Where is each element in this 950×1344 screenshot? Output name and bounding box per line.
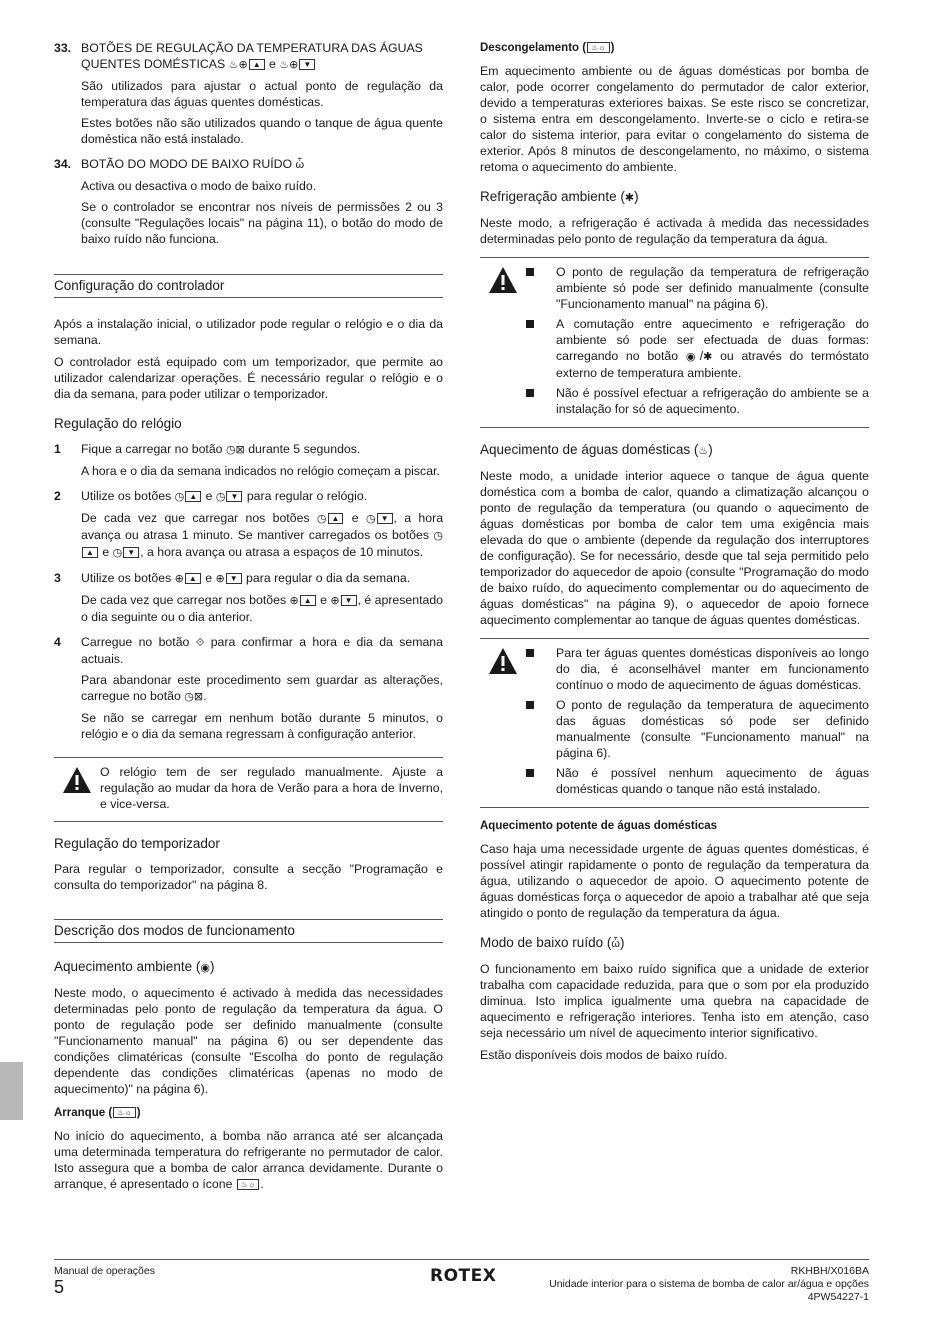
bullet-text: Não é possível nenhum aquecimento de águas domésticas quando o tanque não está instalado. [556, 766, 869, 796]
low-noise-icon: ὦ [611, 938, 620, 950]
page-side-tab [0, 1062, 23, 1120]
brand-logo: ROTEX [430, 1266, 497, 1286]
day-icon: ⊕ [289, 59, 299, 71]
step-text: para confirmar a hora e dia da semana actuais. [81, 635, 443, 666]
bullet-icon [526, 389, 534, 397]
list-item [526, 264, 869, 312]
paren: ( [693, 442, 699, 457]
and-text: e [205, 489, 213, 503]
up-arrow-icon: ▲ [82, 547, 98, 558]
heating-title-text: Aquecimento ambiente [54, 959, 193, 974]
paren: ) [136, 1107, 141, 1119]
item-33-desc: São utilizados para ajustar o actual ponto de regulação da temperatura das águas quentes domésticas. [81, 79, 443, 109]
confirm-icon: ⟐ [195, 637, 205, 649]
day-icon: ⊕ [215, 573, 225, 585]
clock-step-1 [54, 441, 443, 484]
up-arrow-icon: ▲ [328, 513, 344, 524]
and-text: e [351, 511, 359, 525]
warning-icon [488, 266, 518, 294]
heating-para: Neste modo, o aquecimento é activado à medida das necessidades determinadas pelo ponto de regulação da temperatura da água. O ponto de regulação pode ser definido manualmente (consulte "Funcionamento manual" na página 6) ou ser dependente das condições climatéricas (consulte "Escolha do ponto de regulação dependente das condições climatéricas (apenas no modo de aquecimento)" na página 6). [54, 986, 443, 1096]
cancel-icon: ⊠ [193, 691, 204, 703]
footer-model: RKHBH/X016BA [790, 1265, 869, 1277]
bullet-icon [526, 649, 534, 657]
startup-icon: ♨☼ [237, 1179, 260, 1190]
up-arrow-icon: ▲ [300, 595, 316, 606]
timer-para: Para regular o temporizador, consulte a secção "Programação e consulta do temporizador" na página 8. [54, 862, 443, 892]
powerful-para: Caso haja uma necessidade urgente de águas quentes domésticas, é possível atingir rapidamente o ponto de regulação da temperatura da água, utilizando o aquecedor de apoio. O aquecimento potente de águas domésticas força o aquecedor de apoio a trabalhar até que seja atingido o ponto de regulação da temperatura da água. [480, 842, 869, 920]
subsection-title-cooling [480, 189, 869, 206]
down-arrow-icon: ▼ [377, 513, 393, 524]
bullet-text: O ponto de regulação da temperatura de refrigeração ambiente só pode ser definido manualmente (consulte "Funcionamento manual" na página 6). [556, 265, 869, 311]
subsection-title-heating [54, 959, 443, 976]
clock-icon: ◷ [184, 691, 194, 703]
up-arrow-icon: ▲ [185, 573, 201, 584]
item-number: 33. [54, 41, 72, 55]
and-text: e [320, 593, 327, 607]
footer-divider [54, 1259, 869, 1260]
paren: ) [634, 189, 639, 204]
down-arrow-icon: ▼ [299, 59, 315, 70]
defrost-title-text: Descongelamento [480, 42, 580, 54]
paren: ( [620, 189, 625, 204]
step-note: Se não se carregar em nenhum botão durante 5 minutos, o relógio e o dia da semana regressam à configuração anterior. [81, 711, 443, 741]
bullet-text: A comutação entre aquecimento e refrigeração do ambiente só pode ser efectuada de duas formas: carregando no botão [556, 317, 869, 363]
paren: ) [619, 935, 625, 950]
step-text: para regular o dia da semana. [246, 571, 411, 585]
down-arrow-icon: ▼ [226, 491, 242, 502]
and-text: e [102, 545, 110, 559]
step-text: Carregue no botão [81, 635, 190, 649]
step-note: , é apresentado o dia seguinte ou o dia anterior. [81, 593, 444, 624]
config-para-2: O controlador está equipado com um temporizador, que permite ao utilizador calendarizar operações. É necessário regular o relógio e o dia da semana, para poder utilizar o temporizador. [54, 355, 443, 401]
lownoise-para-1: O funcionamento em baixo ruído significa que a unidade de exterior trabalha com capacidade reduzida, para que o som por ela produzido diminua. Isto implica igualmente uma quebra na capacidade de aquecimento e refrigeração interiores. Tenha isto em atenção, caso seja necessário um nível de aquecimento interior significativo. [480, 962, 869, 1040]
up-arrow-icon: ▲ [249, 59, 265, 70]
heating-icon: ◉ [685, 351, 700, 363]
step-text: para regular o relógio. [246, 489, 368, 503]
subsection-title-dhw [480, 442, 869, 459]
footer-manual-label: Manual de operações [54, 1265, 155, 1277]
step-text: Utilize os botões [81, 489, 172, 503]
cancel-icon: ⊠ [235, 444, 245, 456]
lownoise-para-2: Estão disponíveis dois modos de baixo ruído. [480, 1048, 728, 1062]
clock-icon: ◷ [316, 513, 327, 525]
item-number: 34. [54, 157, 72, 171]
item-34 [54, 156, 443, 252]
clock-icon: ◷ [215, 491, 226, 503]
footer-doc-info [549, 1265, 869, 1304]
step-number: 3 [54, 571, 61, 585]
step-text: Utilize os botões [81, 571, 172, 585]
config-para-1: Após a instalação inicial, o utilizador pode regular o relógio e o dia da semana. [54, 317, 443, 347]
down-arrow-icon: ▼ [123, 547, 139, 558]
item-33-title: BOTÕES DE REGULAÇÃO DA TEMPERATURA DAS ÁGUAS QUENTES DOMÉSTICAS [81, 41, 423, 71]
warning-box-clock [54, 757, 443, 822]
section-title-modes: Descrição dos modos de funcionamento [54, 919, 443, 943]
item-33-note: Estes botões não são utilizados quando o tanque de água quente doméstica não está instalado. [81, 116, 443, 146]
footer-description: Unidade interior para o sistema de bomba de calor ar/água e opções [549, 1278, 869, 1290]
step-note: A hora e o dia da semana indicados no relógio começam a piscar. [81, 464, 440, 478]
warning-icon [488, 647, 518, 675]
day-icon: ⊕ [174, 573, 184, 585]
snowflake-icon: ✱ [703, 351, 713, 363]
defrost-para: Em aquecimento ambiente ou de águas domésticas por bomba de calor, pode ocorrer congelamento do permutador de calor exterior, devido a temperaturas exteriores baixas. Se este risco se concretizar, o sistema entra em descongelamento. Inverte-se o ciclo e retira-se calor do sistema interior, para evitar o congelamento do sistema de exterior. Após 8 minutos de descongelamento, no máximo, o sistema retoma o aquecimento do ambiente. [480, 64, 869, 174]
footer-code: 4PW54227-1 [807, 1291, 869, 1303]
paren: ) [610, 42, 615, 54]
item-34-note: Se o controlador se encontrar nos níveis de permissões 2 ou 3 (consulte "Regulações locais" na página 11), o botão do modo de baixo ruído não funciona. [81, 200, 443, 246]
clock-step-2 [54, 488, 443, 566]
bullet-icon [526, 701, 534, 709]
step-text: Fique a carregar no botão [81, 442, 223, 456]
clock-step-3 [54, 570, 443, 630]
warning-icon [62, 766, 92, 794]
paren: ) [209, 959, 215, 974]
day-icon: ⊕ [289, 595, 299, 607]
dhw-title-text: Aquecimento de águas domésticas [480, 442, 691, 457]
paren: ( [195, 959, 201, 974]
list-item [526, 697, 869, 761]
cooling-para: Neste modo, a refrigeração é activada à medida das necessidades determinadas pelo ponto de regulação da temperatura da água. [480, 216, 869, 246]
startup-title-text: Arranque [54, 1107, 106, 1119]
warning-box-dhw [480, 638, 869, 808]
bullet-icon [526, 320, 534, 328]
list-item [526, 765, 869, 797]
step-note: De cada vez que carregar nos botões [81, 593, 287, 607]
clock-icon: ◷ [433, 530, 444, 542]
step-note: , a hora avança ou atrasa a espaços de 10 minutos. [140, 545, 424, 559]
paren: ) [708, 442, 713, 457]
step-number: 2 [54, 489, 61, 503]
day-icon: ⊕ [330, 595, 340, 607]
bullet-text: Não é possível efectuar a refrigeração do ambiente se a instalação for só de aquecimento. [556, 386, 869, 416]
lownoise-title-text: Modo de baixo ruído [480, 935, 604, 950]
clock-icon: ◷ [365, 513, 376, 525]
defrost-icon: ♨☼ [587, 42, 610, 53]
paren: ( [108, 1107, 113, 1119]
tap-icon: ♨ [698, 445, 709, 457]
startup-para: No início do aquecimento, a bomba não arranca até ser alcançada uma determinada temperatura do refrigerante no permutador de calor. Isto assegura que a bomba de calor arranca devidamente. Durante o arranque, é apresentado o ícone [54, 1129, 443, 1191]
clock-icon: ◷ [112, 547, 123, 559]
down-arrow-icon: ▼ [226, 573, 242, 584]
tap-icon: ♨ [279, 59, 290, 71]
bullet-text: O ponto de regulação da temperatura de aquecimento das águas domésticas só pode ser definido manualmente (consulte "Funcionamento manual" na página 6). [556, 698, 869, 760]
bullet-icon [526, 268, 534, 276]
heating-icon: ◉ [200, 962, 210, 974]
powerful-title: Aquecimento potente de águas domésticas [480, 820, 718, 832]
clock-icon: ◷ [225, 444, 236, 456]
day-icon: ⊕ [238, 59, 248, 71]
bullet-text: ou através do termóstato externo de temperatura ambiente. [556, 349, 869, 380]
paren: ( [606, 935, 612, 950]
step-text: durante 5 segundos. [248, 442, 361, 456]
defrost-title [480, 40, 869, 56]
list-item: A comutação entre aquecimento e refrigeração do ambiente só pode ser efectuada de duas formas: carregando no botão ◉/✱ ou através do termóstato externo de temperatura ambiente. [526, 316, 869, 381]
step-note: . [203, 689, 207, 703]
low-noise-icon: ὦ [295, 159, 305, 171]
tap-icon: ♨ [228, 59, 239, 71]
step-note: , a hora avança ou atrasa 1 minuto. Se mantiver carregados os botões [81, 511, 444, 542]
down-arrow-icon: ▼ [341, 595, 357, 606]
warning-box-cooling [480, 257, 869, 428]
list-item [526, 385, 869, 417]
snowflake-icon: ✱ [624, 192, 635, 204]
subsection-title-clock: Regulação do relógio [54, 416, 182, 431]
section-title-config: Configuração do controlador [54, 274, 443, 298]
bullet-text: Para ter águas quentes domésticas disponíveis ao longo do dia, é aconselhável manter em funcionamento contínuo o modo de aquecimento de águas domésticas. [556, 646, 869, 692]
cooling-title-text: Refrigeração ambiente [480, 189, 617, 204]
page-number: 5 [54, 1277, 65, 1297]
startup-title [54, 1105, 443, 1121]
item-33 [54, 40, 443, 152]
subsection-title-lownoise [480, 935, 869, 952]
and-text: e [269, 57, 276, 71]
and-text: e [205, 571, 213, 585]
right-column [480, 40, 869, 1069]
up-arrow-icon: ▲ [185, 491, 201, 502]
startup-icon: ♨☼ [113, 1107, 136, 1118]
item-34-desc: Activa ou desactiva o modo de baixo ruído. [81, 179, 317, 193]
list-item [526, 645, 869, 693]
step-number: 1 [54, 442, 61, 456]
subsection-title-timer: Regulação do temporizador [54, 836, 220, 851]
step-number: 4 [54, 635, 61, 649]
clock-icon: ◷ [174, 491, 185, 503]
paren: ( [582, 42, 587, 54]
step-note: De cada vez que carregar nos botões [81, 511, 310, 525]
left-column: 33. BOTÕES DE REGULAÇÃO DA TEMPERATURA DAS ÁGUAS QUENTES DOMÉSTICAS ♨⊕ ▲ e ♨⊕ ▼ São utilizados para ajustar o actual ponto de regulação da temperatura das águas quentes domésticas. Estes botões não são utilizados quando o tanque de água quente doméstica não está instalado. 34. BOTÃO DO MODO DE BAIXO RUÍDO ὦ Activa ou desactiva o modo de baixo ruído. Se o controlador se encontrar nos níveis de permissões 2 ou 3 (consulte "Regulações locais" na página 11), o botão do modo de baixo ruído não funciona. Configuração do controlador Após a instalação inicial, o utilizador pode regular o relógio e o dia da semana. O controlador está equipado com um temporizador, que permite ao utilizador calendarizar operações. É necessário regular o relógio e o dia da semana, para poder utilizar o temporizador. Regulação do relógio 1 Fique a carregar no botão ◷⊠ durante 5 segundos. A hora e o dia da semana indicados no relógio começam a piscar. 2 Utilize os botões ◷ ▲ e ◷ ▼ para regular o relógio. De cada vez que carregar nos botões ◷ ▲ e ◷ ▼ , a hora avança ou atrasa 1 minuto. Se mantiver carregados os botões ◷▲ e ◷ ▼ , a hora avança ou atrasa a espaços de 10 minutos. 3 Utilize os botões ⊕ ▲ e ⊕ ▼ para regular o dia da semana. De cada vez que carregar nos botões ⊕ ▲ e ⊕ ▼ , é apresentado o dia seguinte ou o dia anterior. 4 Carregue no botão ⟐ para confirmar a hora e dia da semana actuais. Para abandonar este procedimento sem guardar as alterações, carregue no botão ◷⊠. Se não se carregar em nenhum botão durante 5 minutos, o relógio e o dia da semana regressam à configuração anterior. O relógio tem de ser regulado manualmente. Ajuste a regulação ao mudar da hora de Verão para a hora de Inverno, e vice-versa. Regulação do temporizador Para regular o temporizador, consulte a secção "Programação e consulta do temporizador" na página 8. Descrição dos modos de funcionamento Aquecimento ambiente (◉) Neste modo, o aquecimento é activado à medida das necessidades determinadas pelo ponto de regulação da temperatura da água. O ponto de regulação pode ser definido manualmente (consulte "Funcionamento manual" na página 6) ou ser dependente das condições climatéricas (consulte "Escolha do ponto de regulação dependente das condições climatéricas (apenas no modo de aquecimento)" na página 6). Arranque ( ♨☼ ) No início do aquecimento, a bomba não arranca até ser alcançada uma determinada temperatura do refrigerante no permutador de calor. Isto assegura que a bomba de calor arranca devidamente. Durante o arranque, é apresentado o ícone ♨☼ . [54, 41, 444, 1191]
clock-step-4 [54, 634, 443, 747]
item-34-title: BOTÃO DO MODO DE BAIXO RUÍDO [81, 157, 293, 171]
warning-text: O relógio tem de ser regulado manualmente. Ajuste a regulação ao mudar da hora de Verão para a hora de Inverno, e vice-versa. [100, 765, 443, 811]
dhw-para: Neste modo, a unidade interior aquece o tanque de água quente doméstica com a bomba de calor, quando a climatização alcançou o ponto de regulação da temperatura (ou quando o aquecimento de águas domésticas por bomba de calor tem uma exigência mais elevada do que o ambiente (depende da regulação dos interruptores de configuração). Se for necessário, desde que tal seja permitido pelo temporizador do aquecedor de apoio (consulte "Programação do modo de baixo ruído, do aquecimento complementar ou do aquecimento de águas domésticas" na página 9), o aquecedor de apoio fornece aquecimento complementar ao tanque de águas quentes domésticas. [480, 469, 869, 627]
step-note: Para abandonar este procedimento sem guardar as alterações, carregue no botão [81, 673, 443, 703]
bullet-icon [526, 769, 534, 777]
